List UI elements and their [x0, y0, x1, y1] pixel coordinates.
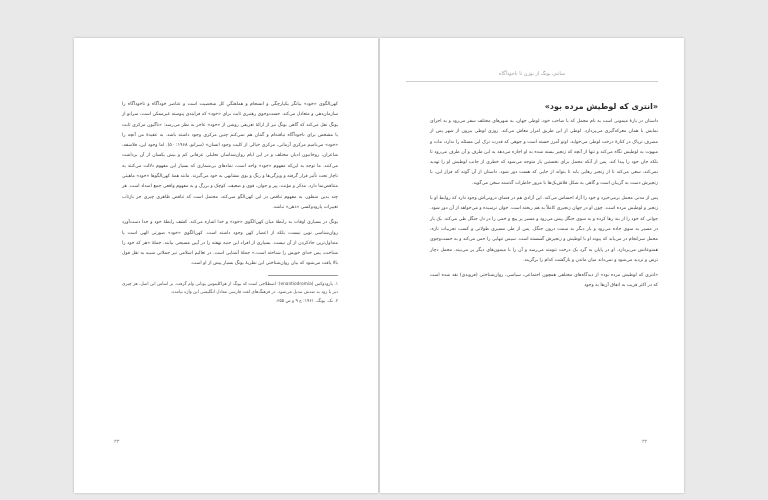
- footnote-1: ۱. پارودوکس (enantiodromia): اصطلاحی است که یونگ از هراکلیتوس یونانی وام گرفت. بر اساس این اصل، هر چیزی دیر یا زود به ضدش تبدیل می‌شود. در فرهنگ‌های لغت فارسی معادل انگلیسی این واژه نیامده.: [122, 281, 338, 296]
- running-head: سانتی یونگ از بوزن تا ناخودآگاه: [406, 71, 658, 82]
- left-page: [74, 38, 378, 493]
- left-paragraph-2: یونگ در بسیاری اوقات به رابطهٔ میان کهن‌الگوی «خود» و خدا اشاره می‌کند. کشف رابطهٔ خود و خدا دست‌آورد روان‌شناسی نوین نیست، بلکه از اعصار کهن وجود داشته است. کهن‌الگوی «خود» صورتی الهی است یا متداول‌ترین جاذکردن از آن نیست. بسیاری از افراد این جنبه نهفته را در آیین مسیحی بیابند. جملهٔ «هر که خود را شناخت، پس خدای خویش را شناخته است.» جملهٔ آشنایی است. در تعالیم اسلامی نیز جملاتی شبیه به نقل قول بالا یافت می‌شود که بیان روان‌شناختی این نظریهٔ یونگ بسیار پیش از او است.: [122, 220, 338, 267]
- right-page-body: [430, 102, 658, 297]
- right-paragraph-1: داستان در بارهٔ میمونی است به نام محمل که با صاحب خود، لوطی جهان، به شهرهای مختلف سفر می‌رود و به اجرای نمایش با همان معرکه‌گیری می‌پردازد. لوطی از این طریق امرار معاش می‌کند. روزی لوطی بیرون از شهر پس از مصرف تریاک در کنارهٔ درخت لوطی می‌خوابد. اوتو آمرز خسته است و جوهی که قدرت ترک این مسئله را ندارد، مات و مبهوت به لوطیش نگاه می‌کند و تنها از آنچه که زنجیر بسته شده به او اجازه می‌دهد به این طرف و آن طرف می‌رود تا بلکه جان خود را پیدا کند. پس از آنکه محمل برای نخستین بار متوجه می‌شود که خطری از جانب لوطیش او را تهدید نمی‌کند، سعی می‌کند تا از زنجیر رهایی یابد تا بتواند از جایی که هست دور شود. داستان از آن گونه که فراز این، با زنجیرش دست به گریبان است و گاهی به شکل فلاش‌بک‌ها با مرور خاطرات گذشته سخن می‌گوید.: [430, 119, 658, 186]
- left-page-number: ۳۳: [114, 439, 120, 445]
- section-title: «انتری که لوطیش مرده بود»: [544, 102, 658, 111]
- right-page-number: ۳۲: [642, 439, 648, 445]
- right-paragraph-2: پس از مدتی محمل برمی‌خیزد و خود را آزاد احساس می‌کند. این آزادی هم در فضای درونی‌اش وجود دارد که روابط او با زنجیر و لوطیش مرده است. چون او در جهان زنجیری کاملاً به هم ریخته است. جوان ترسیده و می‌خواهد از آن دور شود. جوانی که خود را از بند رها کرده و به سوی جنگل پیش می‌رود و مسیر پر پیچ و خمی را در دل جنگل طی می‌کند. یک بار در مسیر به سوی جاده می‌رود و بار دیگر به سمت درون جنگل. پس از طی مسیری طولانی و کسب تجربیات تازه، محمل سرانجام در می‌یابد که پیوند او با لوطیش و زنجیرش گسسته است. سپس تنهایی را حس می‌کند و به جست‌وجوی همنوعانش می‌پردازد. او در پایان به گرد یک درخت تنومند می‌رسد و آن را با میمون‌های دیگر پر می‌بیند. محمل دچار ترس و تردید می‌شود و نمی‌داند میان ماندن و بازگشت کدام را برگزیند.: [430, 196, 658, 263]
- right-page: [380, 38, 684, 493]
- left-page-body: [122, 100, 338, 307]
- left-paragraph-1: کهن‌الگوی «خود» بیانگر یکپارچگی و انسجام و هماهنگیِ کل شخصیت است و عناصر خودآگاه و ناخودآگاه را سازمان‌دهی و متعادل می‌کند. جست‌وجوی رهنبری ثابت برای «خود» که فرایندی پیوسته غیرممکن است، سرانو از یونگ نقل می‌کند که گاهی یونگ نیز از ارائهٔ تعریفی روشن از «خود» عاجز به نظر می‌رسد: «ناگیون مرکزی ثابت یا مشخص برای ناخودآگاه نیافته‌ام و گمان هم نمی‌کنم چنین مرکزی وجود داشته باشد. به عقیدهٔ من آنچه را «خود» می‌نامیم مرکزی آرمانی، مرکزی خیالی از کلیت وجود انسان» (سرانو، ۱۹۶۸: ۵۰). اما وجود این، فلاسفه، شاعران، روحانیون ادیان مختلف و در این ایام روان‌شناسان تحلیلی عرفانی کم و بیش یکسان از آن برداشت می‌کنند. ما توجه به این‌که مفهوم «خود» واحد است، نمادهای بی‌شماری که بسیار این مفهوم دلالت می‌کنند به ناچار تحت تأثیر قرار گرفته و ویژگی‌ها و رنگ و بوی مشابهی به خود می‌گیرند. مانند همهٔ کهن‌الگوها «خود» ماهیتی متناقض‌نما دارد. مذکر و مؤنث، پیر و جوان، قوی و ضعیف، کوچک و بزرگ و به مفهوم واقعی جمع اضداد است. هر چند بدین منظور، به مفهوم تناقض در این کهن‌الگو سی‌کند، محتمل است که تناقض ظاهری چیزی جز بازتاب تغییرات پارودوکسی «ذهن» نباشد.: [122, 102, 339, 210]
- footnote-2: ۲. نک. یونگ، ۱۹۶۱: ج ۹ و ص ۳۵۵.: [275, 298, 338, 304]
- right-paragraph-3: «انتری که لوطیش مرده بود» از دیدگاه‌های مختلفی همچون اجتماعی، سیاسی، روان‌شناختی (فرویدی) نقد شده است که در اکثر قریب به اتفاق آن‌ها به وجود: [430, 273, 658, 289]
- footnote-divider: [268, 275, 338, 276]
